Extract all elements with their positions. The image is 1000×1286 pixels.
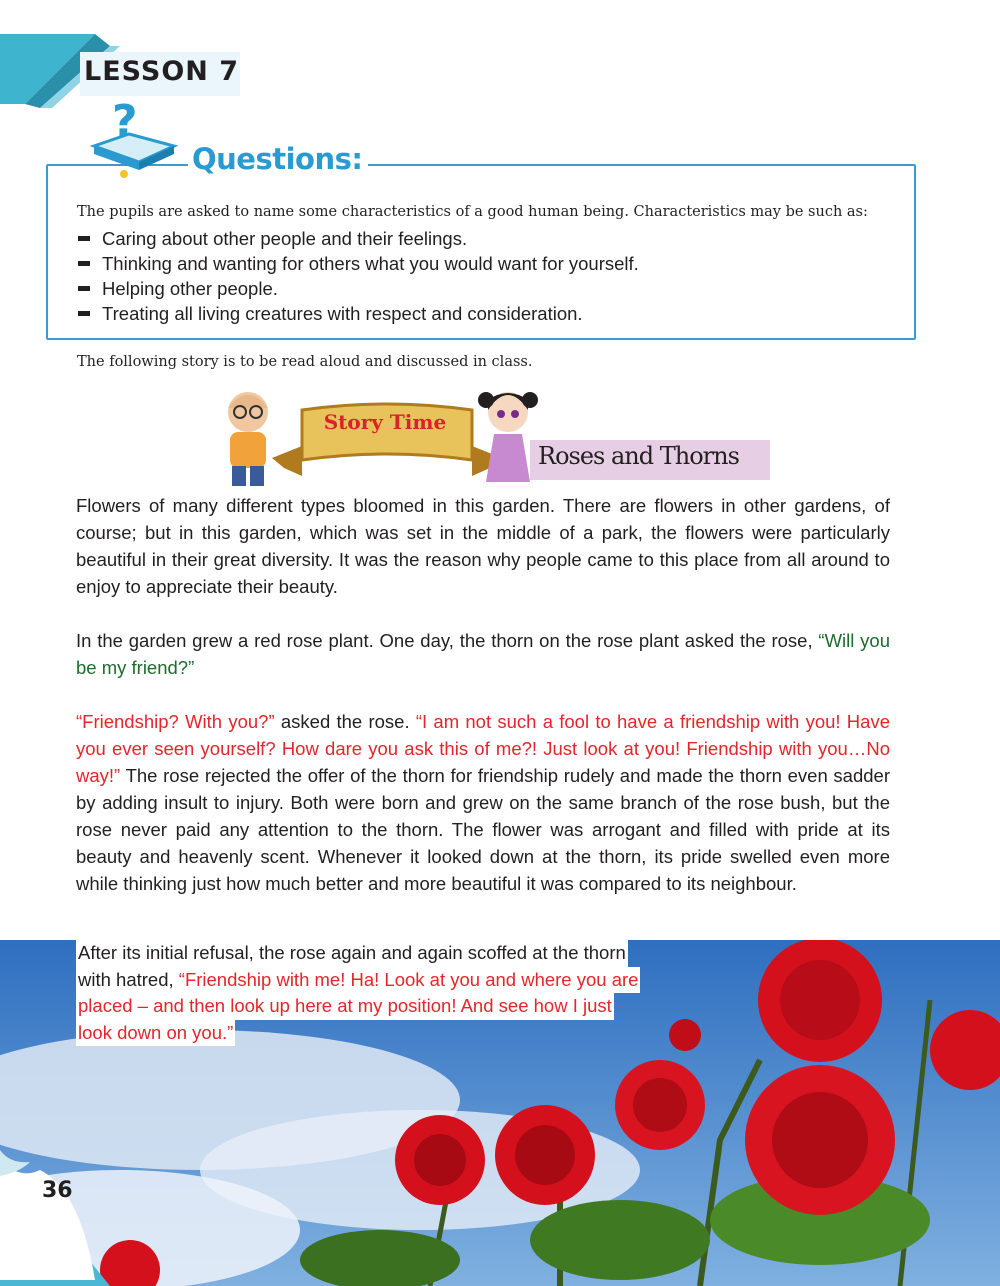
story-paragraph-3: “Friendship? With you?” asked the rose. “I am not such a fool to have a friendship with you! Have you ever seen yourself? How dare you ask this of me?! Just look at you! Friendship with you…No way!” The rose rejected the offer of the thorn for friendship rudely and made the thorn even sadder by adding insult to injury. Both were born and grew on the same branch of the rose bush, but the rose never paid any attention to the thorn. The flower was arrogant and filled with pride at its beauty and heavenly scent. Whenever it looked down at the thorn, its pride swelled even more while thinking just how much better and more beautiful it was compared to its neighbour.: [76, 711, 890, 894]
story-paragraph-2: In the garden grew a red rose plant. One day, the thorn on the rose plant asked the rose, “Will you be my friend?”: [76, 630, 891, 678]
text-line: placed – and then look up here at my position! And see how I just: [76, 993, 614, 1020]
page-corner-curl: [0, 1150, 110, 1286]
dash-bullet-icon: [78, 261, 90, 266]
story-paragraph-4: [76, 940, 676, 1046]
text-line: After its initial refusal, the rose again and again scoffed at the thorn: [76, 940, 628, 967]
list-item: Treating all living creatures with respect and consideration.: [77, 301, 639, 326]
story-time-label: Story Time: [323, 410, 447, 434]
questions-list: [77, 226, 639, 326]
list-item: Thinking and wanting for others what you would want for yourself.: [77, 251, 639, 276]
svg-text:?: ?: [112, 96, 138, 147]
questions-title: Questions:: [188, 142, 368, 176]
lesson-title: LESSON 7: [80, 52, 240, 96]
dash-bullet-icon: [78, 236, 90, 241]
rose-quote: “Friendship? With you?”: [76, 711, 275, 732]
text-line: with hatred, “Friendship with me! Ha! Look at you and where you are: [76, 967, 640, 994]
rose-quote: “I am not such a fool to have a friendship with you! Have you ever seen yourself? How dare you ask this of me?! Just look at you! Friendship with you…No way!”: [76, 711, 890, 786]
questions-intro: The pupils are asked to name some characteristics of a good human being. Characteristics may be such as:: [77, 204, 868, 220]
text-line: look down on you.”: [76, 1020, 235, 1047]
story-paragraph-1: Flowers of many different types bloomed in this garden. There are flowers in other gardens, of course; but in this garden, which was set in the middle of a park, the flowers were particularly beautiful in their great diversity. It was the reason why people came to this place from all around to enjoy to appreciate their beauty.: [76, 495, 890, 597]
page-number: 36: [42, 1178, 73, 1203]
dash-bullet-icon: [78, 286, 90, 291]
thorn-quote: “Will you be my friend?”: [76, 630, 891, 678]
list-item: Caring about other people and their feelings.: [77, 226, 639, 251]
question-book-icon: [84, 96, 184, 186]
story-title: Roses and Thorns: [538, 442, 739, 470]
instruction-text: The following story is to be read aloud and discussed in class.: [77, 354, 533, 370]
list-item: Helping other people.: [77, 276, 639, 301]
dash-bullet-icon: [78, 311, 90, 316]
